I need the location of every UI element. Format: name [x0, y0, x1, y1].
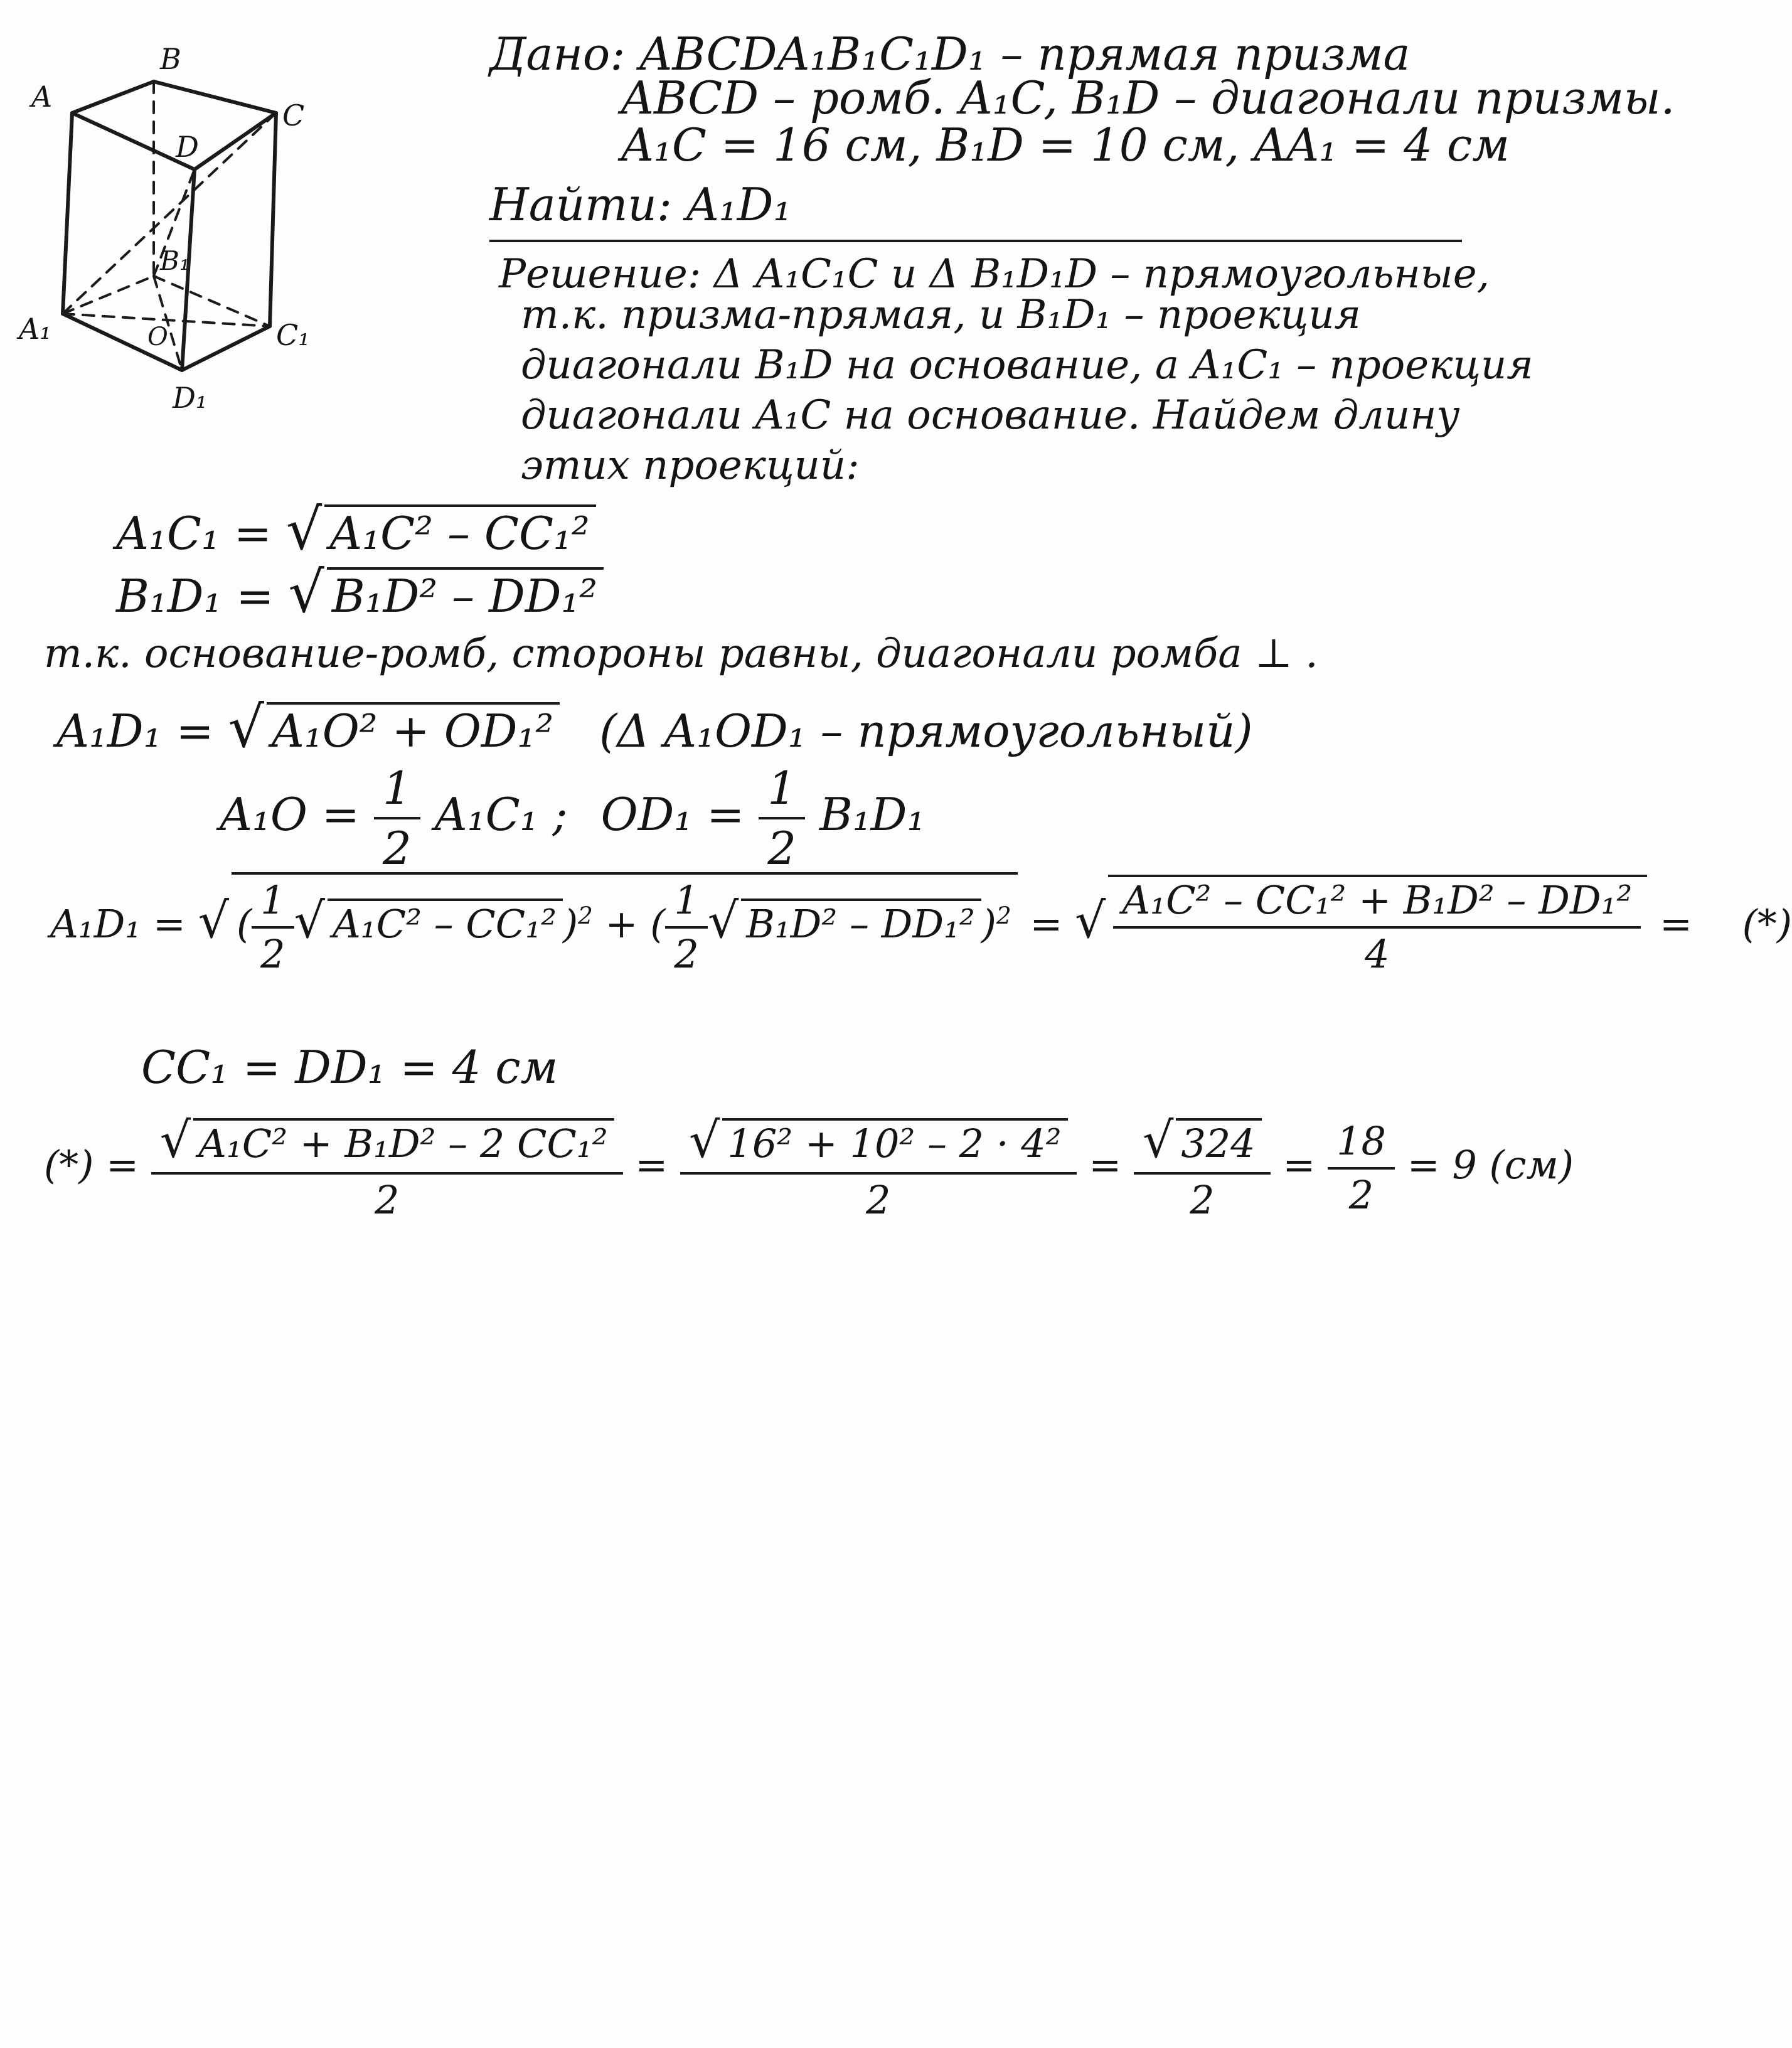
edge-A1B1-hidden: [63, 276, 154, 314]
given-line-1: [489, 28, 1411, 80]
formula-big-term2: B₁D² – DD₁²: [741, 899, 981, 944]
formula-a1c1-lhs: A₁C₁ =: [116, 507, 272, 560]
edge-CC1: [270, 113, 276, 326]
edge-AB: [72, 82, 154, 113]
sqrt-icon: [288, 570, 324, 622]
formula-b1d1-radicand: B₁D² – DD₁²: [327, 567, 604, 619]
formula-b1d1: [116, 565, 604, 621]
sqrt-icon: [198, 901, 229, 947]
edge-CD: [195, 113, 276, 169]
diag-A1C: [63, 113, 276, 314]
vertex-label-B1: B₁: [160, 245, 190, 276]
vertex-label-C: C: [282, 99, 305, 132]
fraction-half: $\frac{1}{2}$: [759, 765, 805, 871]
note-rhomb: т.к. основание-ромб, стороны равны, диагонали ромба ⊥ .: [44, 631, 1318, 677]
formula-big: A₁D₁ = √ ( $\frac{1}{2}$ √ A₁C² – CC₁² )$^2$ + ( $\frac{1}{2}$ √ B₁D² – DD₁² )$^2$ = √ $\frac{\text{A₁C² – CC₁² + B₁D² – DD₁²}}{4}$ = (*): [50, 872, 1792, 974]
solution-line-2: т.к. призма-прямая, и B₁D₁ – проекция: [521, 292, 1361, 338]
prism-figure: [13, 38, 326, 414]
formula-big-radicand: ( $\frac{1}{2}$ √ A₁C² – CC₁² )$^2$ + ( $\frac{1}{2}$ √ B₁D² – DD₁² )$^2$: [232, 872, 1018, 974]
given-line-2: ABCD – ромб. A₁C, B₁D – диагонали призмы.: [621, 72, 1675, 124]
vertex-label-D: D: [176, 130, 199, 164]
vertex-label-A: A: [31, 80, 53, 114]
final-fraction-2: √ $\frac{\text{16² + 10² – 2 · 4²}}{2}$: [680, 1117, 1077, 1220]
sqrt-icon: [286, 507, 322, 560]
final-fraction-3: √ $\frac{324}{2}$: [1134, 1117, 1271, 1220]
given-line-3: A₁C = 16 см, B₁D = 10 см, AA₁ = 4 см: [621, 119, 1510, 171]
given-prism: ABCDA₁B₁C₁D₁ – прямая призма: [639, 28, 1411, 80]
formula-big-fraction: $\frac{\text{A₁C² – CC₁² + B₁D² – DD₁²}}{4}$: [1108, 875, 1647, 974]
formula-a1d1-radicand: A₁O² + OD₁²: [267, 702, 560, 754]
divider-line: [489, 240, 1462, 242]
formula-a1d1-lhs: A₁D₁ =: [56, 705, 214, 757]
solution-text-1: Δ A₁C₁C и Δ B₁D₁D – прямоугольные,: [713, 251, 1490, 297]
formula-final: (*) = √ $\frac{\text{A₁C² + B₁D² – 2 CC₁²}}{2}$ = √ $\frac{\text{16² + 10² – 2 · 4²}}{2}$ = √ $\frac{324}{2}$ = $\frac{18}{2}$ = 9 (см): [44, 1117, 1574, 1220]
point-label-O: O: [147, 323, 168, 351]
sqrt-icon: [1075, 901, 1106, 947]
find-line: [489, 178, 792, 231]
star-marker: (*): [1742, 901, 1792, 947]
vertex-label-A1: A₁: [19, 312, 51, 346]
formula-edges: CC₁ = DD₁ = 4 см: [141, 1041, 558, 1094]
edge-B1C1-hidden: [154, 276, 270, 326]
final-star: (*): [44, 1141, 94, 1188]
final-fraction-4: $\frac{18}{2}$: [1328, 1122, 1395, 1215]
formula-od1-lhs: OD₁ =: [600, 788, 745, 841]
formula-a1d1-note: (Δ A₁OD₁ – прямоугольный): [599, 705, 1253, 757]
final-fraction-1: √ $\frac{\text{A₁C² + B₁D² – 2 CC₁²}}{2}$: [151, 1117, 623, 1220]
formula-a1o-rhs: A₁C₁ ;: [434, 788, 568, 841]
formula-b1d1-lhs: B₁D₁ =: [116, 570, 274, 622]
solution-line-5: этих проекций:: [521, 442, 860, 489]
edge-BC: [154, 82, 276, 113]
given-heading: Дано:: [489, 28, 626, 80]
fraction-half: $\frac{1}{2}$: [374, 765, 420, 871]
solution-line-4: диагонали A₁C на основание. Найдем длину: [521, 392, 1460, 439]
find-heading: Найти:: [489, 178, 672, 231]
formula-big-term1: A₁C² – CC₁²: [328, 899, 563, 944]
formula-big-lhs: A₁D₁ =: [50, 901, 186, 947]
formula-a1c1-radicand: A₁C² – CC₁²: [324, 504, 596, 556]
solution-heading: Решение:: [499, 251, 701, 297]
formula-a1c1: [116, 502, 596, 558]
edge-AA1: [63, 113, 72, 314]
find-value: A₁D₁: [686, 178, 792, 231]
vertex-label-D1: D₁: [173, 381, 208, 415]
formula-a1d1: [56, 700, 1253, 756]
solution-line-1: [499, 251, 1490, 297]
solution-line-3: диагонали B₁D на основание, а A₁C₁ – проекция: [521, 342, 1533, 388]
formula-halves: [220, 762, 925, 875]
formula-od1-rhs: B₁D₁: [819, 788, 925, 841]
vertex-label-B: B: [160, 42, 181, 76]
sqrt-icon: [228, 705, 264, 757]
edge-D1C1: [182, 326, 270, 370]
final-answer: 9 (см): [1452, 1141, 1574, 1188]
formula-a1o-lhs: A₁O =: [220, 788, 360, 841]
vertex-label-C1: C₁: [276, 318, 310, 352]
